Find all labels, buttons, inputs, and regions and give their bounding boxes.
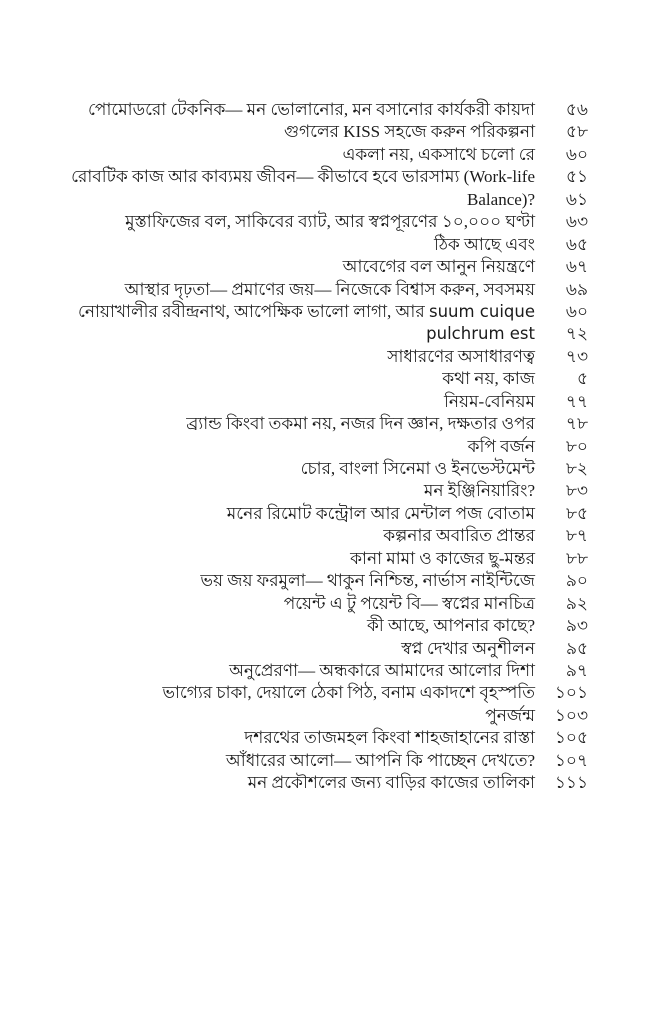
toc-entry-page-number: ৮৮ xyxy=(565,548,588,568)
toc-entry-page-number: ১০৭ xyxy=(554,750,588,770)
toc-entry-title xyxy=(426,323,535,345)
toc-entry-title: কপি বর্জন xyxy=(467,436,535,456)
toc-entry-title: ঠিক আছে এবং xyxy=(433,234,535,254)
toc-entry-title: সাধারণের অসাধারণত্ব xyxy=(387,346,535,366)
toc-entry-page-number: ৯০ xyxy=(565,571,588,591)
toc-row xyxy=(80,391,588,413)
toc-entry-page-number: ৬৫ xyxy=(565,234,588,254)
toc-entry-page-number: ৬০ xyxy=(565,301,588,321)
toc-entry-page-number: ৮৩ xyxy=(565,481,588,501)
toc-row xyxy=(80,368,588,390)
toc-entry-page-number: ৬৩ xyxy=(565,212,588,232)
toc-row xyxy=(80,256,588,278)
toc-entry-page-number: ৯২ xyxy=(565,593,588,613)
toc-entry-page-number: ৭৭ xyxy=(565,391,588,411)
toc-entry-title: মন প্রকৌশলের জন্য বাড়ির কাজের তালিকা xyxy=(247,773,535,793)
toc-entry-page-number: ১০১ xyxy=(554,683,588,703)
toc-entry-page-number: ৭৩ xyxy=(565,346,588,366)
toc-row xyxy=(80,525,588,547)
toc-row xyxy=(71,166,588,188)
toc-row xyxy=(80,480,588,502)
toc-row xyxy=(80,436,588,458)
toc-entry-title: স্বপ্ন দেখার অনুশীলন xyxy=(401,638,535,658)
toc-row xyxy=(80,548,588,570)
toc-entry-page-number: ৫৬ xyxy=(565,100,588,119)
toc-entry-title: ব্র্যান্ড কিংবা তকমা নয়, নজর দিন জ্ঞান, দক্ষতার ওপর xyxy=(186,414,535,434)
toc-row xyxy=(80,638,588,660)
toc-entry-title: আবেগের বল আনুন নিয়ন্ত্রণে xyxy=(342,257,535,277)
toc-row xyxy=(80,458,588,480)
toc-entry-title: ভয় জয় ফরমুলা— থাকুন নিশ্চিন্ত, নার্ভাস নাইন্টিজে xyxy=(200,571,535,591)
toc-row-continuation xyxy=(80,323,588,345)
toc-entry-title: মনের রিমোট কন্ট্রোল আর মেন্টাল পজ বোতাম xyxy=(226,503,535,523)
toc-entry-title: একলা নয়, একসাথে চলো রে xyxy=(342,144,535,164)
toc-entry-page-number: ৯৫ xyxy=(565,638,588,658)
toc-entry-title: নিয়ম-বেনিয়ম xyxy=(444,391,535,411)
toc-row xyxy=(80,615,588,637)
toc-entry-title: দশরথের তাজমহল কিংবা শাহজাহানের রাস্তা xyxy=(244,728,535,748)
toc-entry-page-number: ৫১ xyxy=(565,167,588,187)
toc-row xyxy=(80,121,588,143)
toc-entry-page-number: ১০৫ xyxy=(554,728,588,748)
toc-entry-title: গুগলের KISS সহজে করুন পরিকল্পনা xyxy=(283,122,535,142)
toc-entry-title: পুনর্জন্ম xyxy=(485,705,535,725)
toc-entry-page-number: ৬১ xyxy=(565,189,588,209)
toc-row xyxy=(80,593,588,615)
toc-entry-title xyxy=(78,301,535,323)
toc-entry-page-number: ৮৭ xyxy=(565,526,588,546)
toc-row xyxy=(80,99,588,121)
toc-row xyxy=(80,346,588,368)
toc-row xyxy=(80,682,588,704)
toc-entry-title: কানা মামা ও কাজের ছু-মন্তর xyxy=(350,548,535,568)
toc-row xyxy=(80,750,588,772)
toc-row xyxy=(80,570,588,592)
toc-entry-title: আস্থার দৃঢ়তা— প্রমাণের জয়— নিজেকে বিশ্বাস করুন, সবসময় xyxy=(124,279,535,299)
toc-entry-page-number: ৮৫ xyxy=(565,503,588,523)
toc-entry-title-segment: pulchrum est xyxy=(426,324,535,344)
toc-entry-page-number: ৫৮ xyxy=(565,122,588,142)
toc-entry-title: আঁধারের আলো— আপনি কি পাচ্ছেন দেখতে? xyxy=(225,750,535,770)
toc-entry-title: কল্পনার অবারিত প্রান্তর xyxy=(383,526,535,546)
toc-entry-title-segment: suum cuique xyxy=(428,301,535,321)
toc-entry-page-number: ৮২ xyxy=(565,459,588,478)
toc-entry-title: মুস্তাফিজের বল, সাকিবের ব্যাট, আর স্বপ্নপূরণের ১০,০০০ ঘণ্টা xyxy=(125,212,535,232)
toc-entry-title: পোমোডরো টেকনিক— মন ভোলানোর, মন বসানোর কার্যকরী কায়দা xyxy=(88,100,535,119)
toc-entry-title: চোর, বাংলা সিনেমা ও ইনভেস্টমেন্ট xyxy=(300,459,535,478)
toc-entry-page-number: ৬০ xyxy=(565,144,588,164)
toc-row xyxy=(80,727,588,749)
table-of-contents xyxy=(71,99,588,795)
toc-entry-title: রোবটিক কাজ আর কাব্যময় জীবন— কীভাবে হবে ভারসাম্য (Work-life xyxy=(71,167,535,187)
toc-entry-title: ভাগ্যের চাকা, দেয়ালে ঠেকা পিঠ, বনাম একাদশে বৃহস্পতি xyxy=(162,683,535,703)
toc-row xyxy=(80,413,588,435)
toc-entry-page-number: ৫ xyxy=(576,369,588,389)
toc-entry-title: Balance)? xyxy=(467,189,535,209)
toc-row-continuation xyxy=(80,189,588,211)
toc-entry-page-number: ১১১ xyxy=(554,773,588,793)
toc-row xyxy=(80,705,588,727)
toc-row xyxy=(80,144,588,166)
toc-entry-title: কী আছে, আপনার কাছে? xyxy=(366,616,535,636)
toc-row xyxy=(80,503,588,525)
toc-entry-page-number: ৬৯ xyxy=(565,279,588,299)
toc-entry-page-number: ৯৭ xyxy=(565,660,588,680)
toc-entry-page-number: ১০৩ xyxy=(554,705,588,725)
toc-entry-title: অনুপ্রেরণা— অন্ধকারে আমাদের আলোর দিশা xyxy=(229,660,535,680)
toc-row xyxy=(80,772,588,794)
toc-entry-page-number: ৭২ xyxy=(565,324,588,344)
toc-row xyxy=(77,301,588,323)
toc-entry-title: মন ইঞ্জিনিয়ারিং? xyxy=(423,481,535,501)
toc-row xyxy=(80,211,588,233)
toc-row xyxy=(80,234,588,256)
toc-row xyxy=(80,660,588,682)
toc-entry-page-number: ৭৮ xyxy=(565,414,588,434)
toc-entry-title-segment: নোয়াখালীর রবীন্দ্রনাথ, আপেক্ষিক ভালো লাগা, আর xyxy=(77,301,429,321)
toc-entry-page-number: ৮০ xyxy=(565,436,588,456)
toc-row xyxy=(80,279,588,301)
toc-entry-page-number: ৬৭ xyxy=(565,257,588,277)
toc-entry-page-number: ৯৩ xyxy=(565,616,588,636)
toc-entry-title: কথা নয়, কাজ xyxy=(442,369,535,389)
toc-entry-title: পয়েন্ট এ টু পয়েন্ট বি— স্বপ্নের মানচিত্র xyxy=(283,593,535,613)
